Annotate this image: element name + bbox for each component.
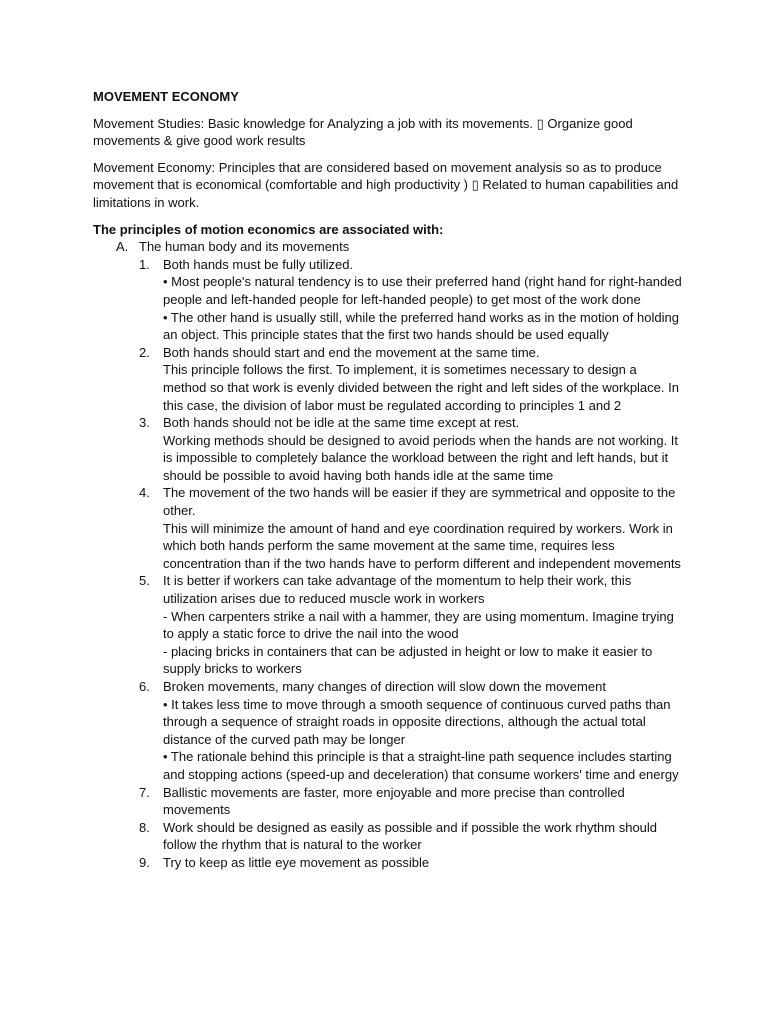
item-line: Try to keep as little eye movement as possible (163, 854, 430, 870)
item-line: Both hands must be fully utilized. (163, 256, 354, 272)
item-line: This principle follows the first. To implement, it is sometimes necessary to design a method so that work is evenly divided between the right and left sides of the workplace. In this case, the division of labor must be regulated according to principles 1 and 2 (163, 362, 679, 413)
item-line: • It takes less time to move through a smooth sequence of continuous curved paths than through a sequence of straight roads in opposite directions, although the actual total distance of the curved path may be longer (163, 696, 671, 747)
item-line: It is better if workers can take advantage of the momentum to help their work, this utilization arises due to reduced muscle work in workers (163, 573, 632, 607)
item-number: 7. (139, 784, 150, 800)
list-item (139, 344, 683, 414)
item-line: • Most people's natural tendency is to use their preferred hand (right hand for right-handed people and left-handed people for left-handed people) to get most of the work done (163, 274, 682, 307)
item-line: Broken movements, many changes of direction will slow down the movement (163, 679, 606, 694)
list-item (139, 484, 683, 572)
item-number: 6. (139, 679, 150, 694)
item-line: • The rationale behind this principle is that a straight-line path sequence includes starting and stopping actions (speed-up and deceleration) that consume workers' time and energy (163, 749, 679, 782)
item-line: Ballistic movements are faster, more enjoyable and more precise than controlled movements (163, 784, 625, 818)
item-line: This will minimize the amount of hand and eye coordination required by workers. Work in which both hands perform the same movement at the same time, requires less concentration than if the two hands have to perform different and independent movements (163, 520, 681, 571)
document-title: MOVEMENT ECONOMY (93, 89, 239, 104)
section-a-title: The human body and its movements (139, 239, 350, 255)
list-item (139, 819, 683, 854)
principles-list (139, 256, 683, 872)
paragraph-movement-economy: Movement Economy: Principles that are considered based on movement analysis so as to produce movement that is economical (comfortable and high productivity ) ▯ Related to human capabilities and limitations in work. (93, 159, 679, 210)
list-item (139, 784, 683, 819)
item-number: 4. (139, 485, 150, 501)
item-line: - placing bricks in containers that can be adjusted in height or low to make it easier to supply bricks to workers (163, 643, 653, 677)
section-a (93, 238, 683, 871)
item-number: 3. (139, 415, 150, 431)
list-item (139, 256, 683, 344)
paragraph-movement-studies: Movement Studies: Basic knowledge for Analyzing a job with its movements. ▯ Organize good movements & give good work results (93, 115, 633, 149)
list-item (139, 678, 683, 784)
item-line: The movement of the two hands will be easier if they are symmetrical and opposite to the other. (163, 485, 676, 519)
item-number: 2. (139, 344, 150, 360)
item-number: 5. (139, 573, 150, 589)
item-line: Work should be designed as easily as possible and if possible the work rhythm should follow the rhythm that is natural to the worker (163, 819, 658, 853)
item-line: • The other hand is usually still, while the preferred hand works as in the motion of holding an object. This principle states that the first two hands should be used equally (163, 309, 679, 343)
item-number: 9. (139, 854, 150, 870)
item-line: Both hands should not be idle at the same time except at rest. (163, 415, 520, 431)
principles-heading: The principles of motion economics are associated with: (93, 221, 444, 237)
item-line: - When carpenters strike a nail with a hammer, they are using momentum. Imagine trying to apply a static force to drive the nail into the wood (163, 608, 674, 642)
item-number: 1. (139, 256, 150, 272)
section-a-marker: A. (116, 239, 129, 255)
list-item (139, 854, 683, 872)
item-line: Both hands should start and end the movement at the same time. (163, 344, 540, 360)
item-number: 8. (139, 819, 150, 835)
document-page (93, 88, 683, 872)
list-item (139, 572, 683, 678)
list-item (139, 414, 683, 484)
item-line: Working methods should be designed to avoid periods when the hands are not working. It is impossible to completely balance the workload between the right and left hands, but it should be possible to avoid having both hands idle at the same time (163, 432, 679, 483)
